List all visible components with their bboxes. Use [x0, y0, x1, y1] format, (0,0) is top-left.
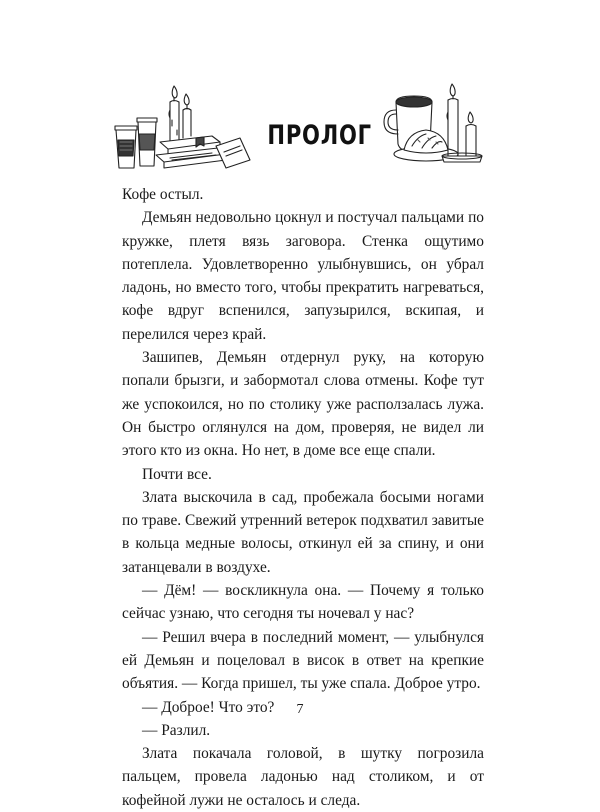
paragraph: Демьян недовольно цокнул и постучал пальцами по кружке, плетя вязь заговора. Стенка ощутимо потеплела. Удовлетворенно улыбнувшись, он убрал ладонь, но вместо того, чтобы прекратить нагреваться, кофе вдруг вспенился, запузырился, вскипая, и перелился через край.	[122, 209, 484, 343]
paragraph: Злата выскочила в сад, пробежала босыми ногами по траве. Свежий утренний ветерок подхватил завитые в кольца медные волосы, откинул ей за спину, и они затанцевали в воздухе.	[122, 488, 484, 576]
paragraph: — Разлил.	[142, 721, 211, 739]
paragraph: Кофе остыл.	[122, 186, 204, 203]
chapter-header	[0, 70, 600, 180]
paragraph: — Дём! — воскликнула она. — Почему я только сейчас узнаю, что сегодня ты ночевал у нас?	[122, 582, 484, 623]
coffee-books-candles-illustration	[112, 80, 252, 170]
page-number: 7	[296, 702, 304, 717]
paragraph: Почти все.	[142, 465, 212, 483]
paragraph: Зашипев, Демьян отдернул руку, на которую попали брызги, и забормотал слова отмены. Кофе тут же успокоился, но по столику уже расползалась лужа. Он быстро оглянулся на дом, проверяя, не видел ли этого кто из окна. Но нет, в доме все еще спали.	[122, 349, 484, 460]
paragraph: Злата покачала головой, в шутку погрозила пальцем, провела ладонью над столиком, и от кофейной лужи не осталось и следа.	[122, 745, 484, 809]
mug-pastry-candles-illustration	[378, 76, 493, 171]
paragraph: — Доброе! Что это?	[142, 698, 275, 716]
paragraph: — Решил вчера в последний момент, — улыбнулся ей Демьян и поцеловал в висок в ответ на крепкие объятия. — Когда пришел, ты уже спала. Доброе утро.	[122, 628, 484, 693]
chapter-title: ПРОЛОГ	[267, 120, 372, 151]
